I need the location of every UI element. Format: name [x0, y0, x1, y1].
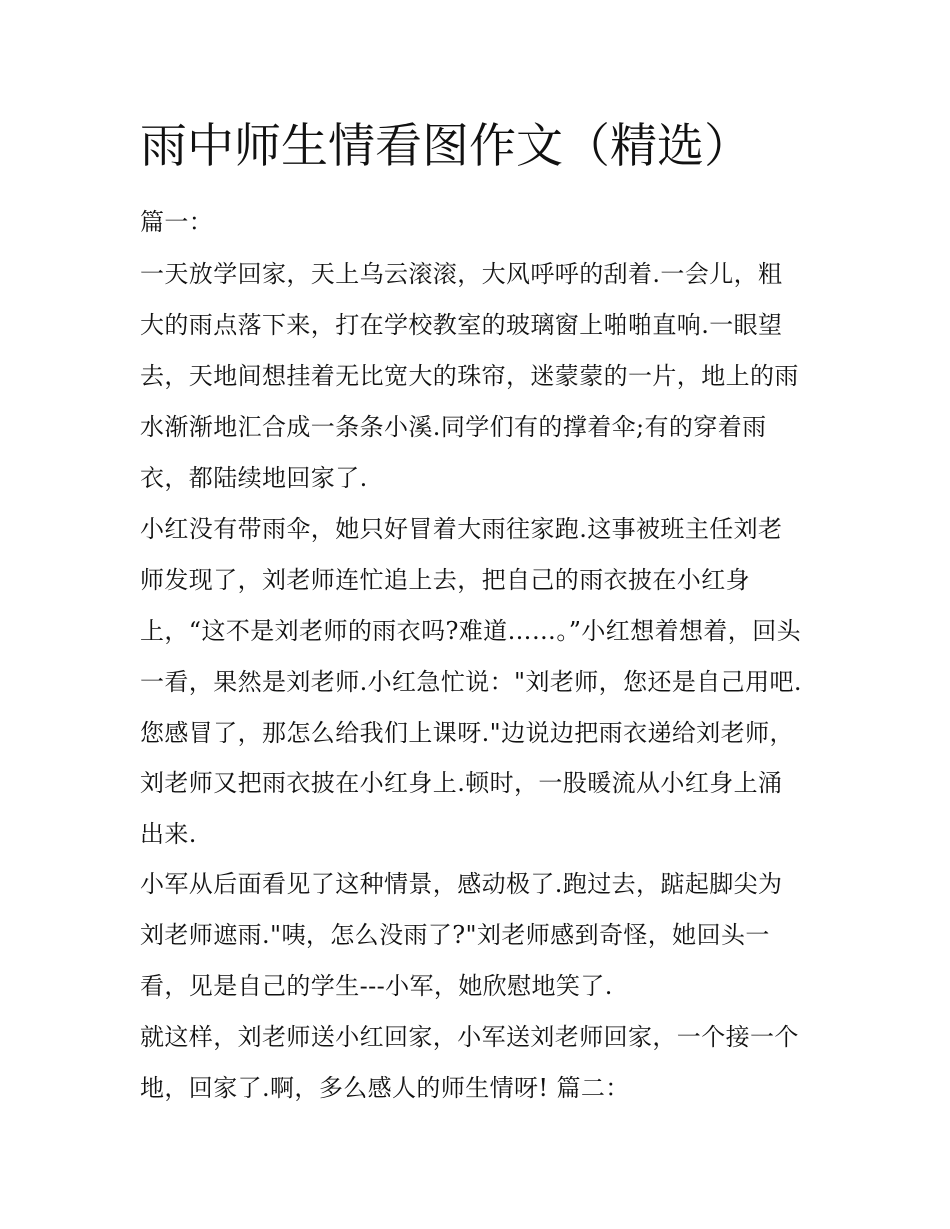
text-line: 地，回家了.啊，多么感人的师生情呀! 篇二：: [140, 1074, 630, 1102]
text-line: 一天放学回家，天上乌云滚滚，大风呼呼的刮着.一会儿，粗: [140, 260, 783, 288]
page-title: 雨中师生情看图作文（精选）: [140, 119, 751, 174]
text-line: 小军从后面看见了这种情景，感动极了.跑过去，踮起脚尖为: [140, 870, 783, 898]
text-line: 看，见是自己的学生---小军，她欣慰地笑了.: [140, 972, 613, 1000]
text-line: 一看，果然是刘老师.小红急忙说："刘老师，您还是自己用吧.: [140, 668, 802, 696]
text-line: 您感冒了，那怎么给我们上课呀."边说边把雨衣递给刘老师，: [140, 719, 794, 747]
text-line: 大的雨点落下来，打在学校教室的玻璃窗上啪啪直响.一眼望: [140, 311, 783, 339]
text-line: 就这样，刘老师送小红回家，小军送刘老师回家，一个接一个: [140, 1023, 799, 1051]
text-line: 刘老师遮雨."咦，怎么没雨了?"刘老师感到奇怪，她回头一: [140, 921, 770, 949]
text-line: 水渐渐地汇合成一条条小溪.同学们有的撑着伞;有的穿着雨: [140, 413, 767, 441]
text-line: 上，“这不是刘老师的雨衣吗?难道……。”小红想着想着，回头: [140, 617, 802, 645]
section-heading: 篇一：: [140, 208, 214, 236]
text-line: 小红没有带雨伞，她只好冒着大雨往家跑.这事被班主任刘老: [140, 515, 783, 543]
text-line: 去，天地间想挂着无比宽大的珠帘，迷蒙蒙的一片，地上的雨: [140, 362, 799, 390]
text-line: 出来.: [140, 820, 197, 848]
text-line: 刘老师又把雨衣披在小红身上.顿时，一股暖流从小红身上涌: [140, 769, 783, 797]
text-line: 衣，都陆续地回家了.: [140, 464, 368, 492]
text-line: 师发现了，刘老师连忙追上去，把自己的雨衣披在小红身: [140, 566, 750, 594]
